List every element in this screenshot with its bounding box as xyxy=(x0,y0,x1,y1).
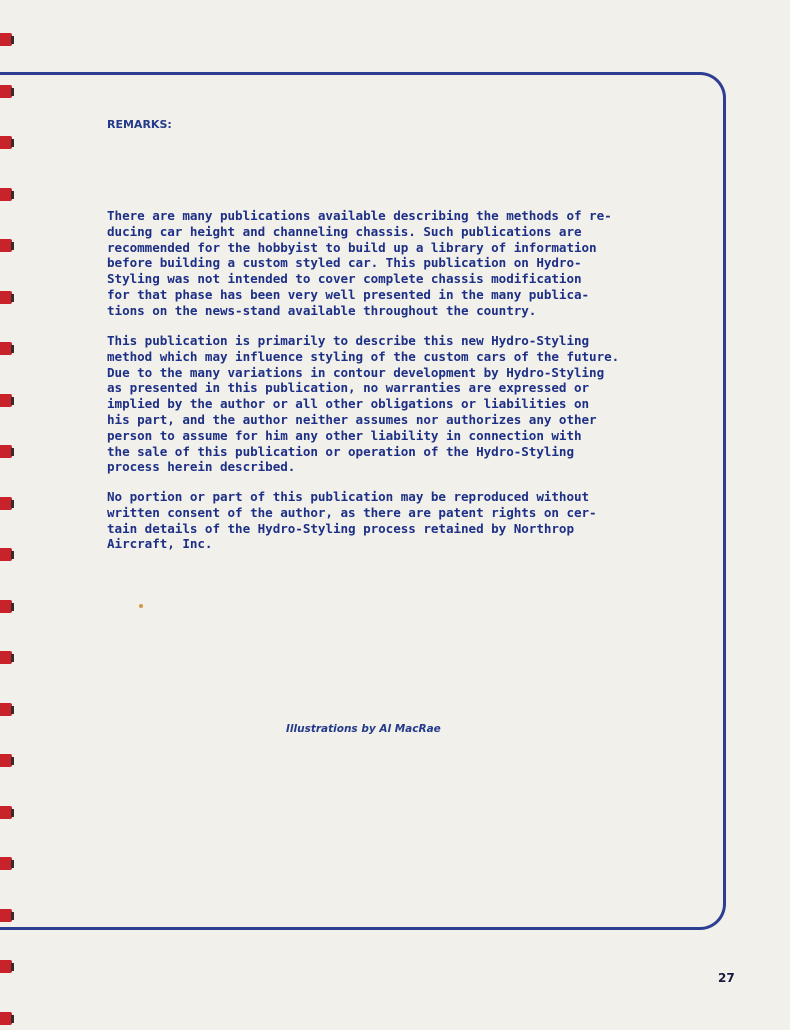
page-number: 27 xyxy=(718,971,735,985)
binding-ring xyxy=(0,960,12,973)
remarks-heading: REMARKS: xyxy=(107,118,172,131)
illustrations-credit: Illustrations by Al MacRae xyxy=(286,723,441,735)
binding-ring xyxy=(0,33,12,46)
binding-ring xyxy=(0,1012,12,1025)
paragraph-1: There are many publications available describing the methods of re- ducing car height and channeling chassis. Such publications are recommended for the hobbyist to build up a library of information before building a custom styled car. This publication on Hydro- Styling was not intended to cover complete chassis modification for that phase has been very well presented in the many publica- tions on the news-stand available throughout the country. xyxy=(107,208,612,318)
paragraph-3: No portion or part of this publication may be reproduced without written consent of the author, as there are patent rights on cer- tain details of the Hydro-Styling process retained by Northrop Aircraft, Inc. xyxy=(107,489,597,552)
ink-speck xyxy=(139,604,143,608)
paragraph-2: This publication is primarily to describe this new Hydro-Styling method which may influence styling of the custom cars of the future. Due to the many variations in contour development by Hydro-Styling as presented in this publication, no warranties are expressed or implied by the author or all other obligations or liabilities on his part, and the author neither assumes nor authorizes any other person to assume for him any other liability in connection with the sale of this publication or operation of the Hydro-Styling process herein described. xyxy=(107,333,620,475)
